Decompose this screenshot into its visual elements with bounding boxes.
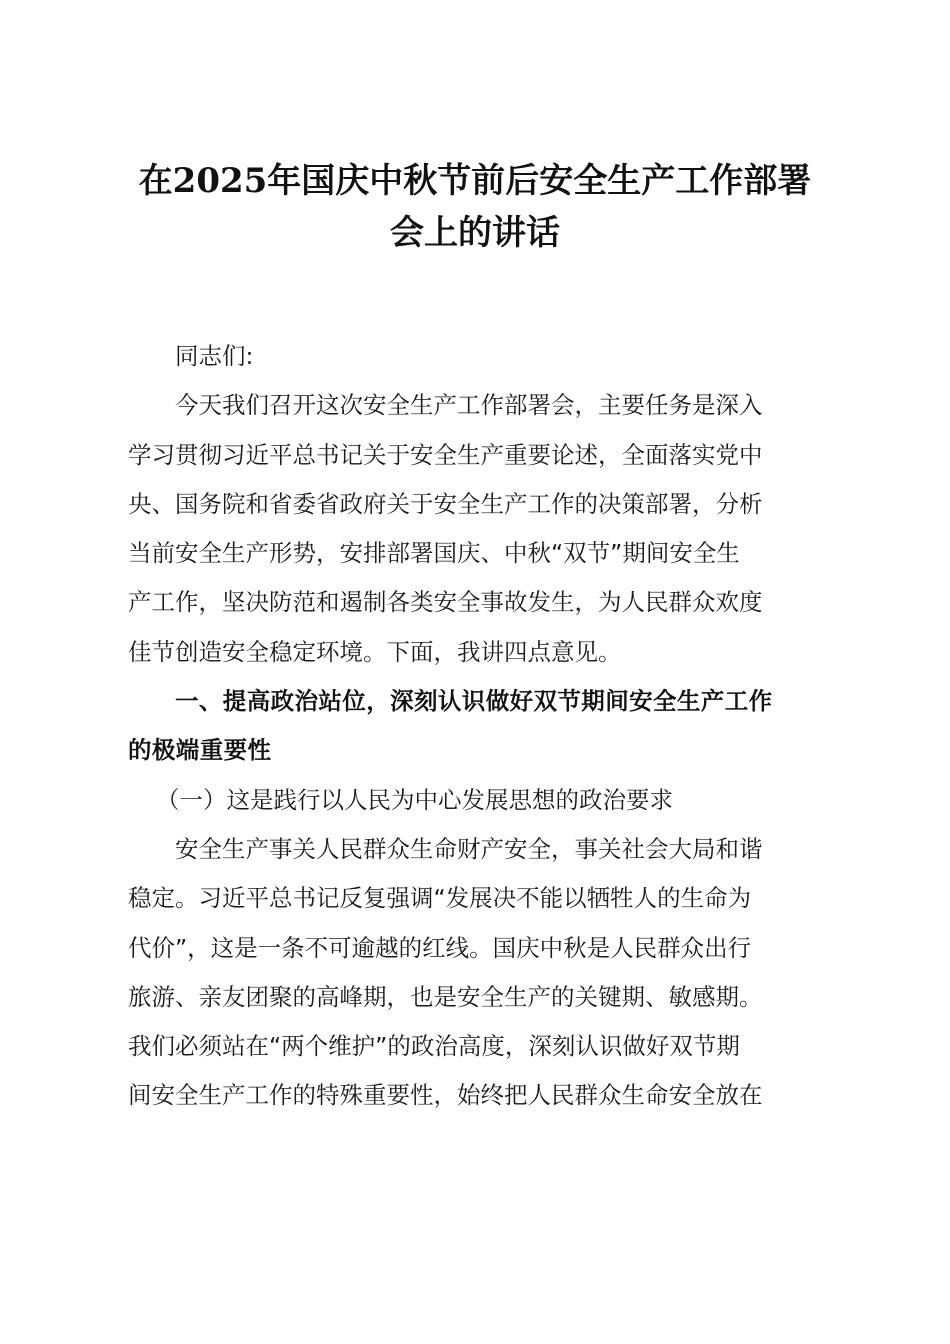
intro-line-6: 佳节创造安全稳定环境。下面，我讲四点意见。 <box>128 637 622 666</box>
subsection-1-line-2: 稳定。习近平总书记反复强调“发展决不能以牺牲人的生命为 <box>128 884 752 913</box>
intro-line-3: 央、国务院和省委省政府关于安全生产工作的决策部署，分析 <box>128 489 763 518</box>
section-1-heading <box>128 677 818 776</box>
intro-line-5: 产工作，坚决防范和遏制各类安全事故发生，为人民群众欢度 <box>128 588 763 617</box>
subsection-1-line-3: 代价”，这是一条不可逾越的红线。国庆中秋是人民群众出行 <box>128 933 752 962</box>
salutation: 同志们: <box>175 342 254 370</box>
subsection-1-line-5: 我们必须站在“两个维护”的政治高度，深刻认识做好双节期 <box>128 1032 740 1061</box>
title-line-2: 会上的讲话 <box>390 213 560 253</box>
document-title <box>120 155 830 259</box>
section-1-heading-line-2: 的极端重要性 <box>128 736 272 765</box>
intro-line-4: 当前安全生产形势，安排部署国庆、中秋“双节”期间安全生 <box>128 539 740 568</box>
intro-line-2: 学习贯彻习近平总书记关于安全生产重要论述，全面落实党中 <box>128 440 763 469</box>
title-line-1: 在2025年国庆中秋节前后安全生产工作部署 <box>138 161 812 201</box>
document-body <box>128 332 818 1121</box>
section-1-heading-line-1: 一、提高政治站位，深刻认识做好双节期间安全生产工作 <box>175 687 773 716</box>
subsection-1-line-6: 间安全生产工作的特殊重要性，始终把人民群众生命安全放在 <box>128 1081 763 1110</box>
subsection-1-line-4: 旅游、亲友团聚的高峰期，也是安全生产的关键期、敏感期。 <box>128 982 763 1011</box>
subsection-1-line-1: 安全生产事关人民群众生命财产安全，事关社会大局和谐 <box>175 834 763 863</box>
subsection-1-heading: （一）这是践行以人民为中心发展思想的政治要求 <box>156 785 673 814</box>
intro-paragraph <box>128 381 818 677</box>
intro-line-1: 今天我们召开这次安全生产工作部署会，主要任务是深入 <box>175 391 763 420</box>
subsection-1-paragraph <box>128 825 818 1121</box>
